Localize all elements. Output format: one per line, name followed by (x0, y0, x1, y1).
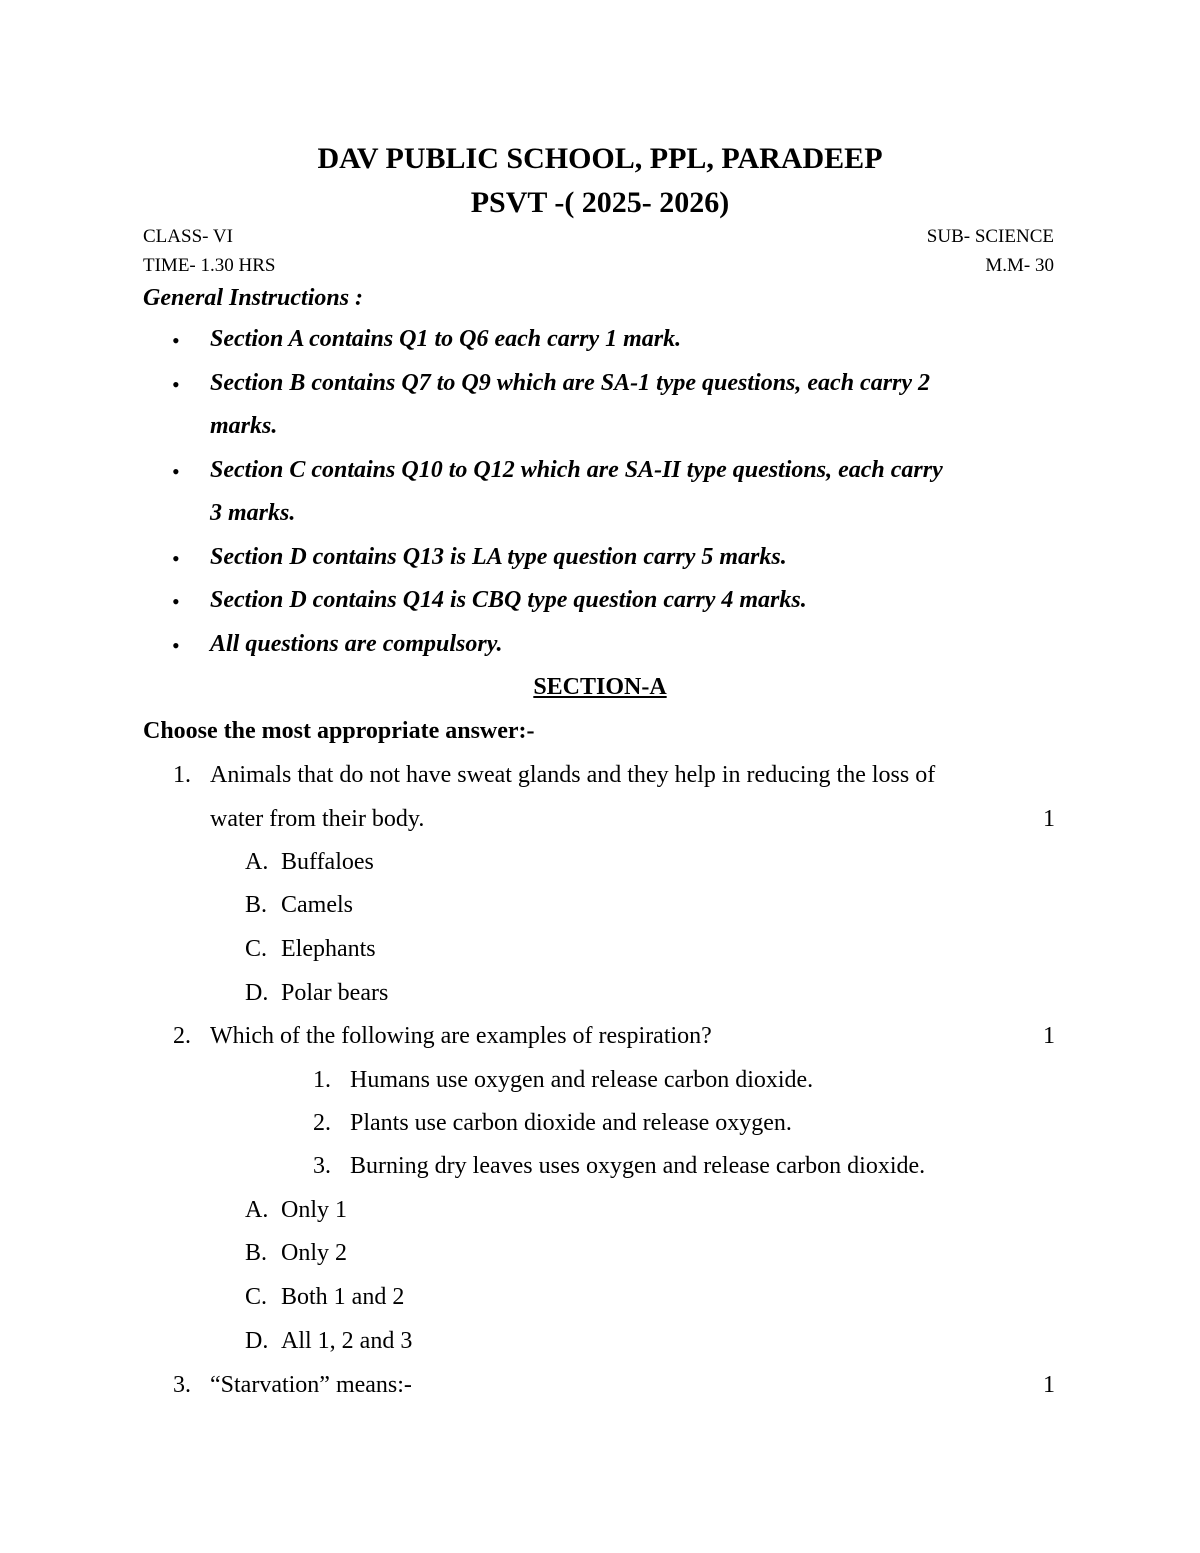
question-text: Which of the following are examples of respiration? (210, 1023, 712, 1049)
statement-text: Humans use oxygen and release carbon dioxide. (350, 1067, 814, 1093)
instruction-item-continued: 3 marks. (210, 500, 296, 526)
statement-label: 3. (313, 1153, 331, 1179)
instruction-item: All questions are compulsory. (210, 631, 503, 657)
section-a-directive: Choose the most appropriate answer:- (143, 718, 535, 744)
bullet-icon: • (172, 633, 180, 658)
option-label: B. (245, 892, 268, 918)
option-label: D. (245, 1328, 269, 1354)
school-name: DAV PUBLIC SCHOOL, PPL, PARADEEP (317, 142, 883, 175)
option-text: Only 2 (281, 1240, 347, 1266)
bullet-icon: • (172, 589, 180, 614)
option-label: B. (245, 1240, 268, 1266)
question-marks: 1 (1043, 1023, 1055, 1049)
instruction-item: Section D contains Q14 is CBQ type question carry 4 marks. (210, 587, 807, 613)
option-label: A. (245, 849, 269, 875)
question-marks: 1 (1043, 806, 1055, 832)
class-label: CLASS- VI (143, 226, 233, 247)
question-number: 3. (173, 1372, 191, 1398)
max-marks-label: M.M- 30 (985, 255, 1054, 276)
question-text-continued: water from their body. (210, 806, 425, 832)
option-text: Polar bears (281, 980, 389, 1006)
bullet-icon: • (172, 372, 180, 397)
option-label: C. (245, 936, 268, 962)
question-text: Animals that do not have sweat glands and they help in reducing the loss of (210, 762, 936, 788)
option-text: Buffaloes (281, 849, 374, 875)
question-number: 2. (173, 1023, 191, 1049)
exam-title: PSVT -( 2025- 2026) (470, 186, 730, 219)
question-number: 1. (173, 762, 191, 788)
time-label: TIME- 1.30 HRS (143, 255, 276, 276)
option-label: D. (245, 980, 269, 1006)
statement-label: 1. (313, 1067, 331, 1093)
option-text: All 1, 2 and 3 (281, 1328, 413, 1354)
instruction-item: Section C contains Q10 to Q12 which are SA-II type questions, each carry (210, 457, 943, 483)
option-text: Camels (281, 892, 353, 918)
bullet-icon: • (172, 459, 180, 484)
question-marks: 1 (1043, 1372, 1055, 1398)
instructions-heading: General Instructions : (143, 285, 364, 311)
subject-label: SUB- SCIENCE (926, 226, 1054, 247)
question-text: “Starvation” means:- (210, 1372, 412, 1398)
option-text: Only 1 (281, 1197, 347, 1223)
statement-text: Plants use carbon dioxide and release oxygen. (350, 1110, 792, 1136)
instruction-item: Section D contains Q13 is LA type question carry 5 marks. (210, 544, 787, 570)
option-text: Both 1 and 2 (281, 1284, 405, 1310)
instruction-item: Section B contains Q7 to Q9 which are SA-1 type questions, each carry 2 (210, 370, 931, 396)
bullet-icon: • (172, 546, 180, 571)
section-a-heading: SECTION-A (533, 674, 667, 700)
statement-label: 2. (313, 1110, 331, 1136)
option-text: Elephants (281, 936, 376, 962)
option-label: A. (245, 1197, 269, 1223)
option-label: C. (245, 1284, 268, 1310)
statement-text: Burning dry leaves uses oxygen and release carbon dioxide. (350, 1153, 926, 1179)
bullet-icon: • (172, 328, 180, 353)
instruction-item-continued: marks. (210, 413, 278, 439)
instruction-item: Section A contains Q1 to Q6 each carry 1 mark. (210, 326, 682, 352)
